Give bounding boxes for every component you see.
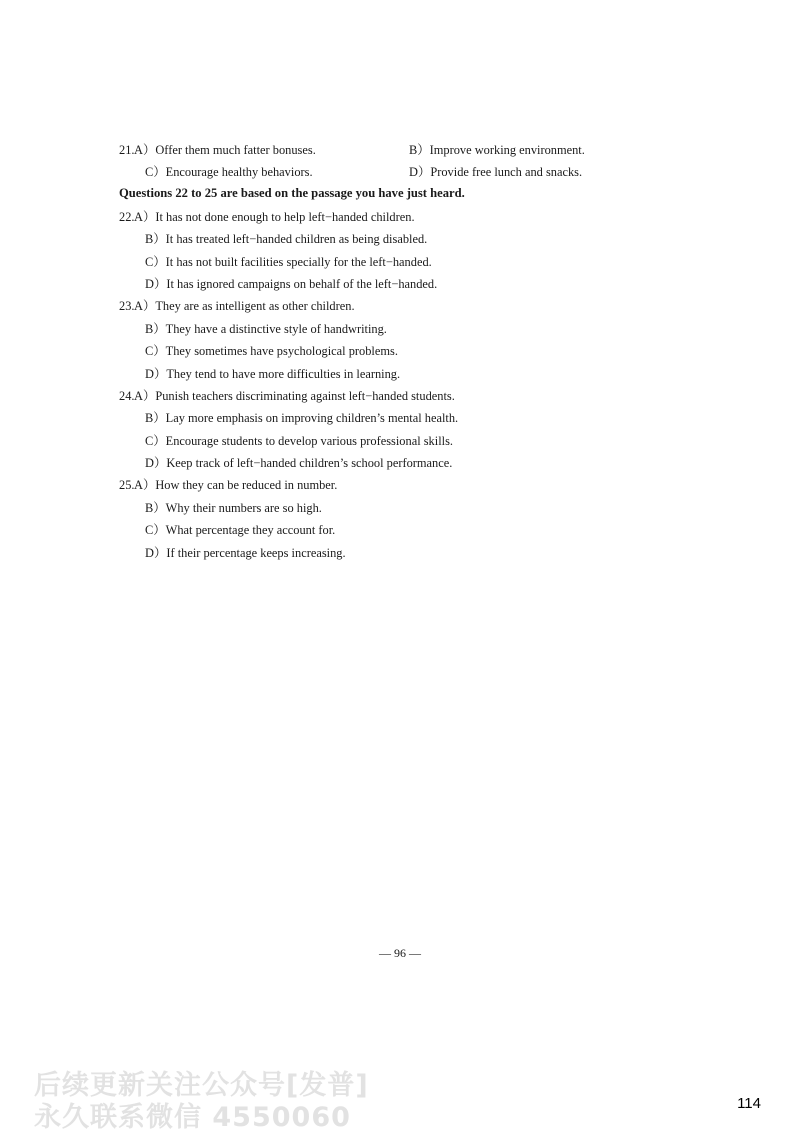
section-heading: Questions 22 to 25 are based on the passage you have just heard. [119,186,465,200]
question-21-option-d: D）Provide free lunch and snacks. [409,165,583,179]
question-22-option-a: A）It has not done enough to help left−handed children. [134,210,415,224]
watermark-line-2: 永久联系微信 4550060 [34,1102,351,1133]
page-number: — 96 — [379,946,421,960]
question-22-number: 22. [119,210,135,224]
question-21-option-c: C）Encourage healthy behaviors. [145,165,313,179]
question-23-number: 23. [119,299,135,313]
question-24-option-b: B）Lay more emphasis on improving children’s mental health. [145,411,459,425]
question-25-number: 25. [119,478,135,492]
document-page-number: 114 [737,1095,761,1112]
question-25-option-c: C）What percentage they account for. [145,523,336,537]
question-23-option-a: A）They are as intelligent as other children. [134,299,355,313]
question-24-option-a: A）Punish teachers discriminating against left−handed students. [134,389,455,403]
question-23-option-b: B）They have a distinctive style of handwriting. [145,322,387,336]
question-24-option-d: D）Keep track of left−handed children’s school performance. [145,456,453,470]
question-24-option-c: C）Encourage students to develop various professional skills. [145,434,453,448]
question-22-option-c: C）It has not built facilities specially for the left−handed. [145,255,432,269]
question-24-number: 24. [119,389,135,403]
question-23-option-c: C）They sometimes have psychological problems. [145,344,398,358]
question-22-option-d: D）It has ignored campaigns on behalf of the left−handed. [145,277,438,291]
question-25-option-b: B）Why their numbers are so high. [145,501,322,515]
question-23-option-d: D）They tend to have more difficulties in learning. [145,367,401,381]
question-25-option-a: A）How they can be reduced in number. [134,478,338,492]
question-21-option-a: A）Offer them much fatter bonuses. [134,143,316,157]
question-21-number: 21. [119,143,135,157]
question-21-option-b: B）Improve working environment. [409,143,585,157]
question-22-option-b: B）It has treated left−handed children as being disabled. [145,232,428,246]
watermark-line-1: 后续更新关注公众号[发普] [34,1070,369,1101]
question-25-option-d: D）If their percentage keeps increasing. [145,546,346,560]
